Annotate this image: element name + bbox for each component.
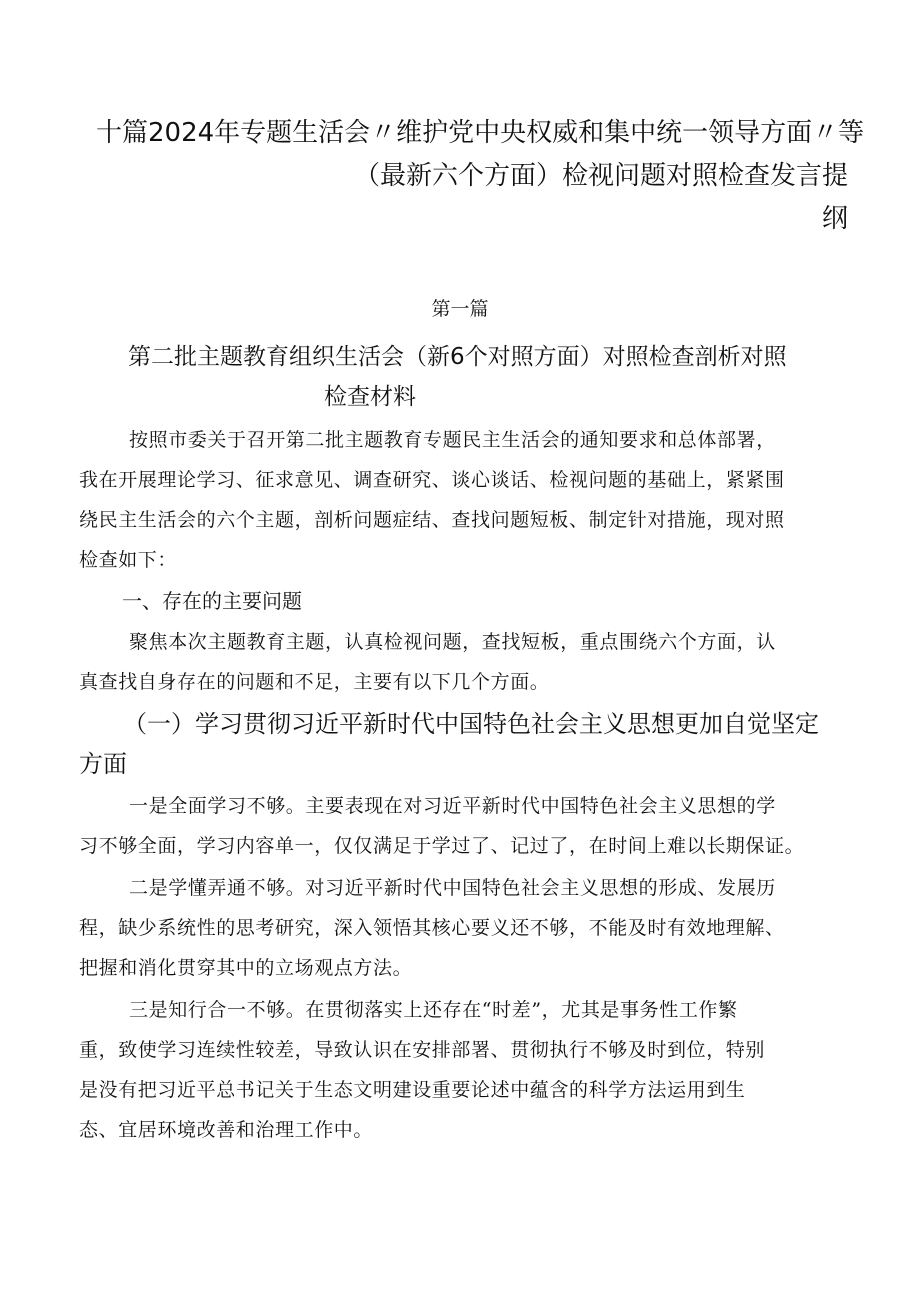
paragraph-line: 态、宜居环境改善和治理工作中。 <box>79 1119 374 1141</box>
paragraph-line: 是没有把习近平总书记关于生态文明建设重要论述中蕴含的科学方法运用到生 <box>79 1079 746 1101</box>
paragraph-line: 三是知行合一不够。在贯彻落实上还存在“时差”，尤其是事务性工作繁 <box>129 999 738 1021</box>
title-line: 纲 <box>821 204 848 234</box>
article-subtitle <box>128 337 858 417</box>
paragraph-line: 重，致使学习连续性较差，导致认识在安排部署、贯彻执行不够及时到位，特别 <box>79 1039 766 1061</box>
paragraph-line: 我在开展理论学习、征求意见、调查研究、谈心谈话、检视问题的基础上，紧紧围 <box>79 469 785 491</box>
heading-line: 方面 <box>79 750 127 778</box>
intro-paragraph <box>79 420 869 580</box>
paragraph-line: 习不够全面，学习内容单一，仅仅满足于学过了、记过了，在时间上难以长期保证。 <box>79 835 805 857</box>
subsection-heading <box>79 704 869 784</box>
title-line: （最新六个方面）检视问题对照检查发言提 <box>353 161 848 191</box>
paragraph-line: 二是学懂弄通不够。对习近平新时代中国特色社会主义思想的形成、发展历 <box>129 877 776 899</box>
paragraph-line: 聚焦本次主题教育主题，认真检视问题，查找短板，重点围绕六个方面，认 <box>129 631 776 653</box>
title-line: 十篇2024年专题生活会〃维护党中央权威和集中统一领导方面〃等 <box>96 118 865 148</box>
section-intro-paragraph <box>79 622 869 702</box>
heading-line: （一）学习贯彻习近平新时代中国特色社会主义思想更加自觉坚定 <box>123 710 819 738</box>
paragraph-line: 按照市委关于召开第二批主题教育专题民主生活会的通知要求和总体部署， <box>129 429 776 451</box>
paragraph-line: 真查找自身存在的问题和不足，主要有以下几个方面。 <box>79 671 550 693</box>
section-heading: 一、存在的主要问题 <box>122 589 302 613</box>
paragraph-line: 程，缺少系统性的思考研究，深入领悟其核心要义还不够，不能及时有效地理解、 <box>79 917 785 939</box>
point-1-paragraph <box>79 786 869 866</box>
document-title <box>96 112 865 241</box>
subtitle-line: 第二批主题教育组织生活会（新6个对照方面）对照检查剖析对照 <box>128 344 787 370</box>
paragraph-line: 一是全面学习不够。主要表现在对习近平新时代中国特色社会主义思想的学 <box>129 795 776 817</box>
point-2-paragraph <box>79 868 869 988</box>
part-label: 第一篇 <box>431 298 489 320</box>
subtitle-line: 检查材料 <box>324 384 416 410</box>
paragraph-line: 把握和消化贯穿其中的立场观点方法。 <box>79 957 413 979</box>
paragraph-line: 检查如下： <box>79 549 178 571</box>
paragraph-line: 绕民主生活会的六个主题，剖析问题症结、查找问题短板、制定针对措施，现对照 <box>79 509 785 531</box>
point-3-paragraph <box>79 990 869 1150</box>
